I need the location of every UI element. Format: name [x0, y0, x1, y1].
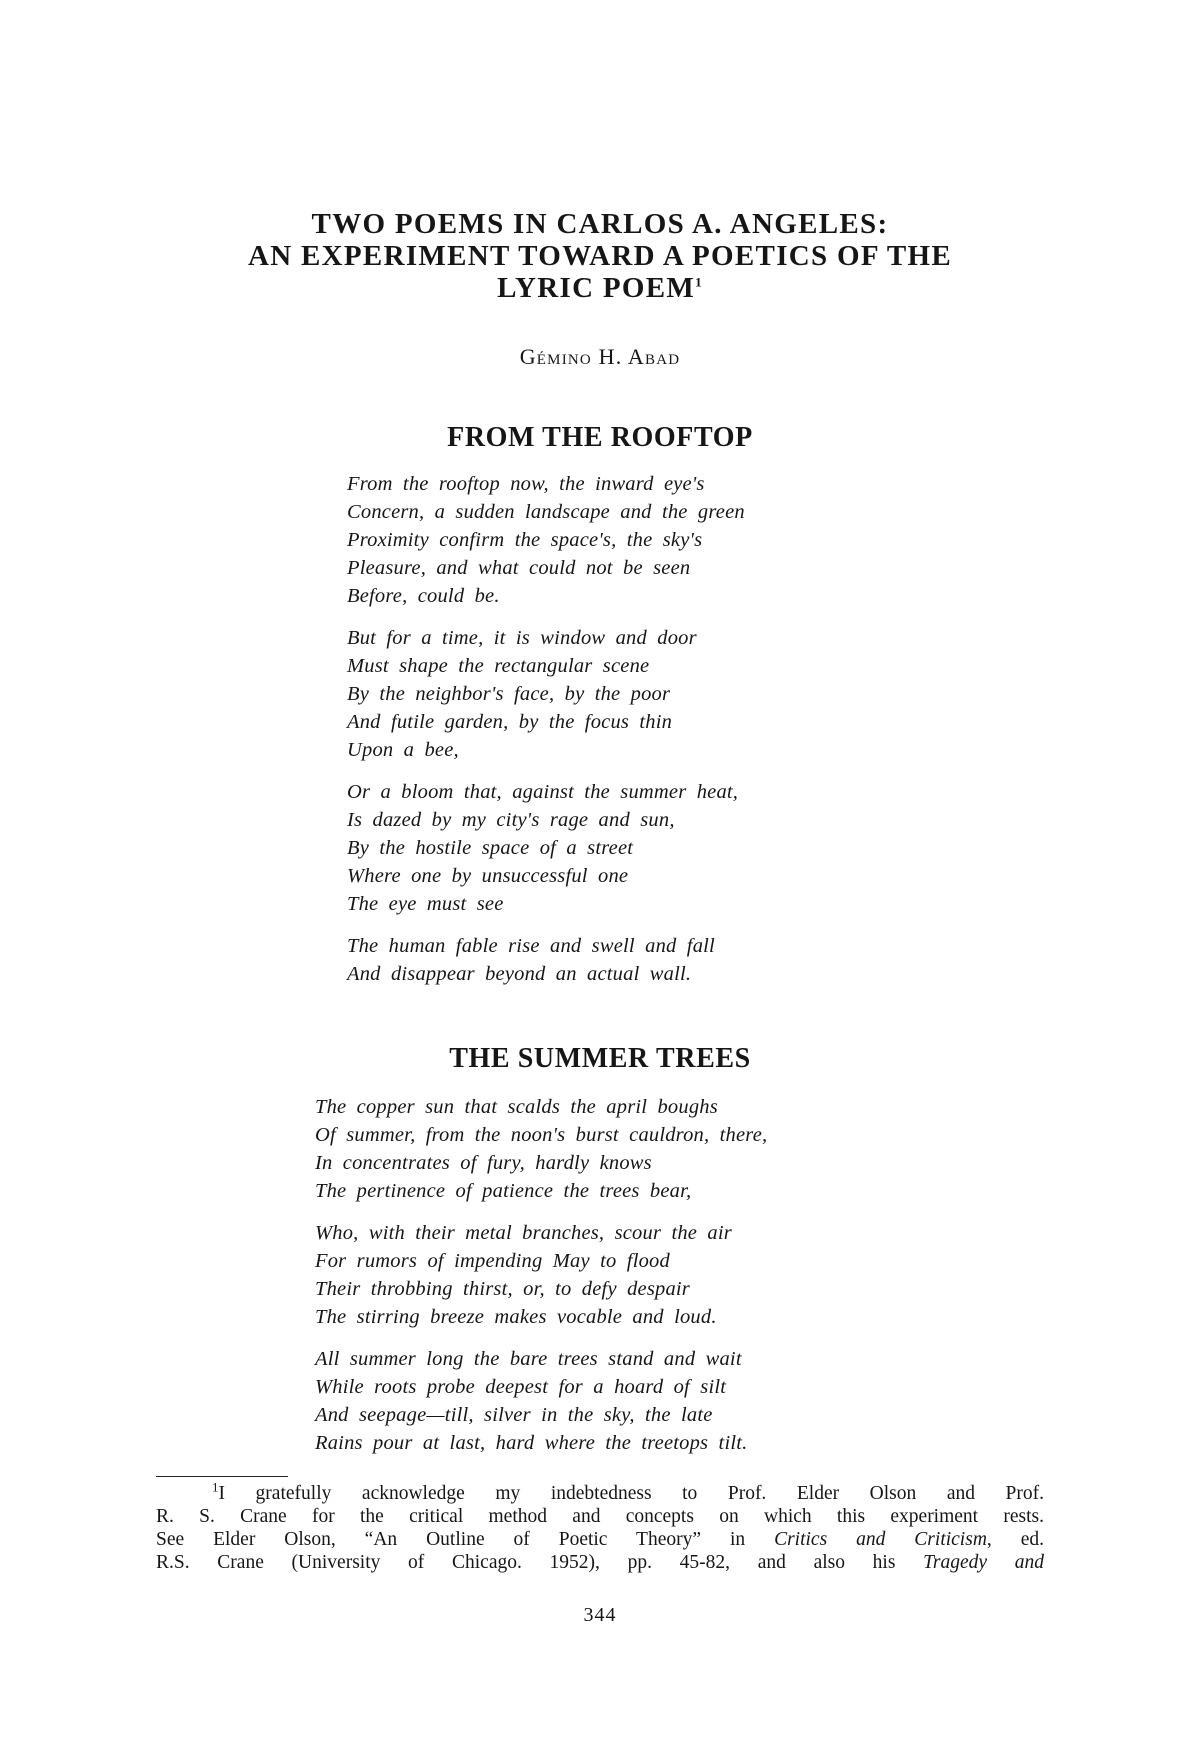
author-byline: Gémino H. Abad [519, 344, 681, 369]
footnote-text: , ed. [986, 1529, 1045, 1550]
footnote-text: See Elder Olson, “An Outline of Poetic Theory” in [156, 1529, 775, 1550]
footnote-text: I gratefully acknowledge my indebtedness to Prof. Elder Olson and Prof. [218, 1483, 1044, 1504]
poem-line: Proximity confirm the space's, the sky's [347, 529, 703, 551]
footnote-book-title: Critics and Criticism [774, 1529, 987, 1550]
poem-line: Who, with their metal branches, scour the air [315, 1222, 732, 1244]
poem-line: The stirring breeze makes vocable and loud. [315, 1306, 717, 1328]
stanza [315, 1219, 767, 1331]
stanza [347, 778, 745, 918]
poem-line: Or a bloom that, against the summer heat, [347, 781, 739, 803]
footnote-line-4 [156, 1551, 1044, 1574]
stanza [315, 1345, 767, 1457]
title-line-2: AN EXPERIMENT TOWARD A POETICS OF THE [248, 240, 952, 272]
poem-title-summer-trees: THE SUMMER TREES [449, 1043, 751, 1074]
poem-line: While roots probe deepest for a hoard of silt [315, 1376, 727, 1398]
poem-line: The copper sun that scalds the april boughs [315, 1096, 718, 1118]
poem-line: By the neighbor's face, by the poor [347, 683, 671, 705]
footnote [156, 1479, 1045, 1574]
footnote-text: R.S. Crane (University of Chicago. 1952), pp. 45-82, and also his [156, 1552, 924, 1573]
stanza [347, 624, 745, 764]
stanza [315, 1093, 767, 1205]
poem-line: The eye must see [347, 893, 504, 915]
stanza [347, 932, 745, 988]
stanza [347, 470, 745, 610]
poem-line: Where one by unsuccessful one [347, 865, 629, 887]
footnote-line-3 [156, 1528, 1044, 1551]
poem-line: For rumors of impending May to flood [315, 1250, 670, 1272]
title-line-3-text: LYRIC POEM [497, 272, 696, 304]
article-title [0, 208, 1200, 304]
poem-line: Upon a bee, [347, 739, 459, 761]
poem-line: Concern, a sudden landscape and the green [347, 501, 745, 523]
poem-summer-trees [315, 1093, 767, 1471]
footnote-divider [156, 1476, 288, 1477]
poem-line: Rains pour at last, hard where the treetops tilt. [315, 1432, 748, 1454]
page-number: 344 [583, 1604, 617, 1626]
title-line-1: TWO POEMS IN CARLOS A. ANGELES: [311, 208, 889, 240]
poem-line: And disappear beyond an actual wall. [347, 963, 692, 985]
poem-line: Pleasure, and what could not be seen [347, 557, 691, 579]
poem-rooftop [347, 470, 745, 1002]
poem-line: And futile garden, by the focus thin [347, 711, 673, 733]
poem-line: The human fable rise and swell and fall [347, 935, 715, 957]
footnote-line-1 [156, 1479, 1044, 1505]
footnote-line-2: R. S. Crane for the critical method and concepts on which this experiment rests. [156, 1506, 1044, 1527]
poem-line: From the rooftop now, the inward eye's [347, 473, 705, 495]
footnote-book-title: Tragedy and [923, 1552, 1045, 1573]
poem-line: The pertinence of patience the trees bear, [315, 1180, 692, 1202]
poem-line: Of summer, from the noon's burst cauldron, there, [315, 1124, 768, 1146]
poem-title-rooftop: FROM THE ROOFTOP [447, 422, 753, 453]
poem-line: And seepage—till, silver in the sky, the late [315, 1404, 713, 1426]
poem-line: But for a time, it is window and door [347, 627, 697, 649]
poem-line: Their throbbing thirst, or, to defy despair [315, 1278, 690, 1300]
poem-line: By the hostile space of a street [347, 837, 634, 859]
poem-line: All summer long the bare trees stand and wait [315, 1348, 742, 1370]
title-line-3 [0, 272, 1200, 304]
footnote-marker: 1 [212, 1479, 219, 1495]
poem-line: Must shape the rectangular scene [347, 655, 650, 677]
poem-line: Is dazed by my city's rage and sun, [347, 809, 675, 831]
title-footnote-marker[interactable]: 1 [695, 274, 703, 290]
poem-line: In concentrates of fury, hardly knows [315, 1152, 652, 1174]
poem-line: Before, could be. [347, 585, 500, 607]
